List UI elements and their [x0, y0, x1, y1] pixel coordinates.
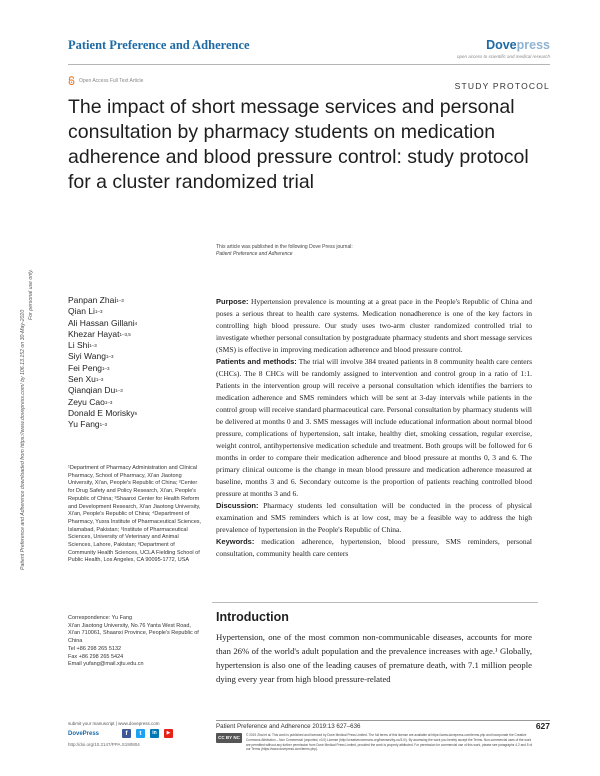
facebook-icon[interactable]: f	[122, 729, 131, 738]
introduction-text: Hypertension, one of the most common non-communicable diseases, accounts for more than 26% of the world's adult population and the prevalence increases with age.¹ Globally, hypertension is also one of the leading causes of premature death, with 7.1 million people dying every year from high blood pressure-related	[216, 632, 532, 684]
correspondence	[68, 615, 204, 669]
affiliations: ¹Department of Pharmacy Administration and Clinical Pharmacy, School of Pharmacy, Xi'an Jiaotong University, Xi'an, People's Republic of China; ²Center for Drug Safety and Policy Research, Xi'an, People's Republic of China; ³Shaanxi Center for Health Reform and Development Research, Xi'an Jiaotong University, Xi'an, People's Republic of China; ⁴Department of Pharmacy, Yusra Institute of Pharmaceutical Sciences, Islamabad, Pakistan; ⁵Institute of Pharmaceutical Sciences, University of Veterinary and Animal Sciences, Lahore, Pakistan; ⁶Department of Community Health Sciences, UCLA Fielding School of Public Health, Los Angeles, CA 90095-1772, USA	[68, 465, 202, 564]
youtube-icon[interactable]: ▶	[164, 729, 173, 738]
abstract-methods: Patients and methods: The trial will involve 384 treated patients in 8 community health care centers (CHCs). The 8 CHCs will be randomly assigned to intervention and control group in a ratio of 1:1. Patients in the intervention group will receive a personal consultation which identifies the barriers to medication adherence and SMS reminders which will be sent at 3-day intervals while patients in the control group will receive standard pharmaceutical care. Personal consultation by pharmacy students will be delivered at months 0 and 3. SMS messages will include educational information about normal blood pressure, complications of hypertension, salt intake, healthy diet, smoking cessation, regular exercise, weight control, antihypertensive medication schedule and treatment. Both groups will be followed for 6 months in order to compare their medication adherence and blood pressure at months 0, 3 and 6. The primary clinical outcome is the change in mean blood pressure and medication adherence measured at baseline, months 3 and 6. Secondary outcome is the proportion of patients reaching controlled blood pressure at months 3 and 6.	[216, 357, 532, 498]
dovepress-footer-logo[interactable]: DovePress	[68, 731, 100, 737]
publisher-tagline: open access to scientific and medical research	[456, 54, 550, 59]
abstract	[216, 296, 532, 560]
open-access-lock-icon	[68, 76, 75, 85]
footer-divider	[216, 720, 550, 721]
publisher-logo	[486, 38, 550, 52]
author-list	[68, 295, 208, 431]
sidebar-personal-use: For personal use only.	[28, 269, 34, 320]
author: Panpan Zhai$^{1-3}$	[68, 295, 124, 305]
sidebar-download-info: Patient Preference and Adherence downloaded from https://www.dovepress.com/ by 106.13.152 on 30-May-2020	[20, 309, 26, 570]
corr-fax: Fax +86 298 265 5424	[68, 653, 124, 660]
author: Li Shi$^{1-3}$	[68, 340, 97, 351]
publication-note-line: This article was published in the following Dove Press journal:	[216, 244, 353, 250]
author: Khezar Hayat$^{1-3,5}$	[68, 328, 131, 339]
footer-citation: Patient Preference and Adherence 2019:13 627–636	[216, 723, 361, 730]
author: Zeyu Cao$^{1-3}$	[68, 396, 113, 407]
download-sidebar	[6, 130, 34, 570]
open-access-label: Open Access Full Text Article	[79, 77, 144, 84]
author: Qian Li$^{1-3}$	[68, 306, 103, 317]
corr-email[interactable]: Email yufang@mail.xjtu.edu.cn	[68, 661, 144, 668]
license-text: © 2019 Zhai et al. This work is published and licensed by Dove Medical Press Limited. The full terms of this license are available at https://www.dovepress.com/terms.php and incorporate the Creative Commons Attribution – Non Commercial (unported, v3.0) License (http://creativecommons.org/licenses/by-nc/3.0/). By accessing the work you hereby accept the Terms. Non-commercial uses of the work are permitted without any further permission from Dove Medical Press Limited, provided the work is properly attributed. For permission for commercial use of this work, please see paragraphs 4.2 and 5 of our Terms (https://www.dovepress.com/terms.php).	[246, 733, 533, 752]
corr-tel: Tel +86 298 265 5132	[68, 645, 122, 652]
header-divider	[68, 64, 550, 65]
author: Donald E Morisky$^6$	[68, 407, 138, 418]
abstract-keywords: Keywords: medication adherence, hypertension, blood pressure, SMS reminders, personal consultation, community health care centers	[216, 537, 532, 558]
linkedin-icon[interactable]: in	[150, 729, 159, 738]
social-links	[122, 729, 173, 738]
abstract-discussion: Discussion: Pharmacy students led consultation will be conducted in the process of physical examination and SMS reminders which is at low cost, may be a feasible way to address the high prevalence of hypertension in the People's Republic of China.	[216, 501, 532, 534]
publication-note-journal: Patient Preference and Adherence	[216, 251, 293, 257]
article-title: The impact of short message services and personal consultation by pharmacy students on medication adherence and blood pressure control: study protocol for a cluster randomized trial	[68, 96, 529, 193]
cc-license-icon[interactable]: CC BY NC	[216, 733, 242, 743]
page-number: 627	[535, 721, 550, 731]
author: Fei Peng$^{1-3}$	[68, 362, 110, 373]
author: Siyi Wang$^{1-3}$	[68, 351, 114, 362]
abstract-purpose: Purpose: Hypertension prevalence is mounting at a great pace in the People's Republic of China and poses a serious threat to health care systems. Medication nonadherence is one of the key factors in controlling high blood pressure. Our study uses two-arm cluster randomized controlled trial to investigate whether personal consultation by postgraduate pharmacy students and short message services (SMS) is effective in improving medication adherence and blood pressure control.	[216, 297, 532, 354]
license-block	[216, 733, 536, 752]
author: Qianqian Du$^{1-3}$	[68, 385, 123, 396]
publisher-light: press	[516, 38, 550, 52]
corr-address: Xi'an Jiaotong University, No.76 Yanta West Road, Xi'an 710061, Shaanxi Province, People's Republic of China	[68, 622, 199, 645]
twitter-icon[interactable]: t	[136, 729, 145, 738]
publisher-main: Dove	[486, 38, 517, 52]
doi-link[interactable]: http://doi.org/10.2147/PPA.S190804	[68, 742, 140, 747]
author: Ali Hassan Gillani$^4$	[68, 317, 138, 328]
submit-manuscript-link[interactable]: submit your manuscript | www.dovepress.com	[68, 721, 160, 726]
author: Sen Xu$^{1-3}$	[68, 374, 104, 385]
publication-note	[216, 244, 516, 258]
introduction-heading: Introduction	[216, 610, 289, 624]
article-type: STUDY PROTOCOL	[454, 81, 550, 91]
corr-name: Correspondence: Yu Fang	[68, 615, 133, 621]
open-access-badge	[68, 76, 143, 85]
journal-name: Patient Preference and Adherence	[68, 38, 250, 52]
author: Yu Fang$^{1-3}$	[68, 419, 108, 430]
